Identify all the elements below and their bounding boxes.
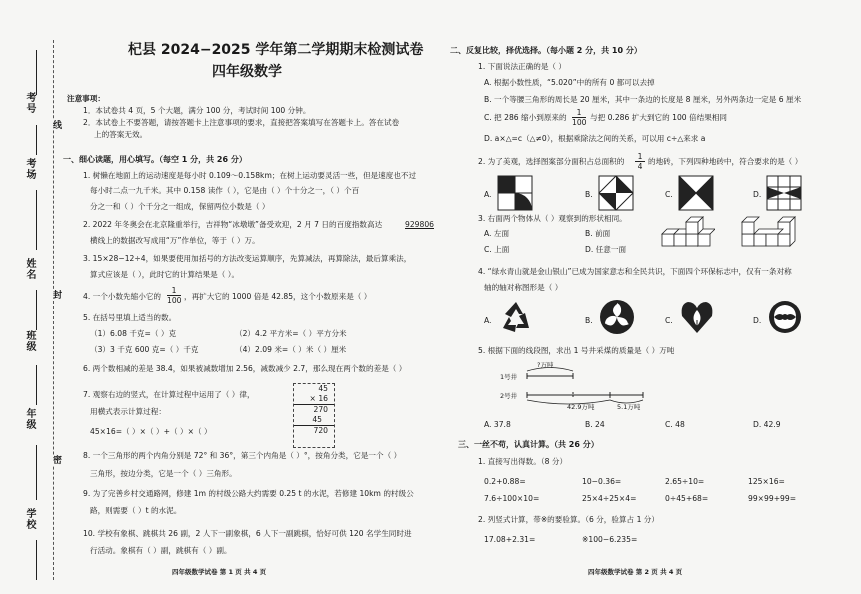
s2-q5-stem: 5. 根据下面的线段图，求出 1 号井采煤的质量是（ ）万吨: [478, 346, 675, 355]
s1-line: （3）3 千克 600 克=（ ）千克: [90, 345, 199, 354]
tile-c-icon: [678, 175, 714, 211]
cube-stack-2-icon: [740, 214, 800, 252]
s1-line: 6. 两个数相减的差是 38.4，如果被减数增加 2.56，减数减少 2.7，那么现在两个数的差是（ ）: [83, 364, 407, 373]
binding-line-2: [36, 190, 37, 250]
s3-part2: 2. 列竖式计算，带※的要验算。（6 分，验算占 1 分）: [478, 515, 659, 524]
binding-label-name: 姓名: [24, 258, 35, 280]
seal-mark-line: 线: [51, 120, 61, 130]
binding-line-3: [36, 290, 37, 330]
notes-item-1: 1．本试卷共 4 页，5 个大题，满分 100 分，考试时间 100 分钟。: [83, 106, 311, 115]
exam-subtitle: 四年级数学: [212, 64, 282, 80]
s2-q1-C-fraction: 1 100: [572, 108, 587, 127]
section2-heading: 二、反复比较，择优选择。（每小题 2 分，共 10 分）: [450, 46, 642, 55]
s1-line: 8. 一个三角形的两个内角分别是 72° 和 36°，第三个内角是（ ）°，按角分类，它是一个（ ）: [83, 451, 402, 460]
binding-line-5: [36, 445, 37, 500]
notes-item-2: 2．本试卷上不要答题，请按答题卡上注意事项的要求，直接把答案填写在答题卡上。答在试卷: [83, 118, 400, 127]
section3-heading: 三、一丝不苟，认真计算。（共 26 分）: [458, 440, 599, 449]
s1-line: 4. 一个小数先缩小它的: [83, 292, 162, 301]
calc-item: 2.65÷10=: [665, 477, 705, 486]
tile-d-icon: [766, 175, 802, 211]
s2-q1-C-pre: C. 把 286 缩小到原来的: [484, 113, 567, 122]
s2-q4-stem-2: 轴的轴对称图形是（ ）: [484, 283, 563, 292]
s2-q5-option-b: B. 24: [585, 420, 605, 429]
eco-option-label: B.: [585, 316, 593, 325]
tile-option-label: C.: [665, 190, 673, 199]
binding-line-1b: [36, 125, 37, 155]
s2-q3-option-b: B. 前面: [585, 229, 611, 238]
seal-mark-secret: 密: [51, 455, 61, 465]
s1-line: 3. 15×28−12÷4，如果要使用加括号的方法改变运算顺序，先算减法，再算除法，最后算乘法，: [83, 254, 412, 263]
s3-part1: 1. 直接写出得数。（8 分）: [478, 457, 568, 466]
s1-line: 7. 观察右边的竖式，在计算过程中运用了（ ）律，: [83, 390, 255, 399]
calc-item: 0.2+0.88=: [484, 477, 526, 486]
s2-q1-B: B. 一个等腰三角形的周长是 20 厘米，其中一条边的长度是 8 厘米，另外两条边一定是 6 厘米: [484, 95, 802, 104]
s1-line: 2. 2022 年冬奥会在北京隆重举行，吉祥物“冰墩墩”备受欢迎，2 月 7 日的百度指数高达: [83, 220, 383, 229]
s1-line: ，再扩大它的 1000 倍是 42.85，这个小数原来是（ ）: [184, 292, 372, 301]
segment-label-a: 42.9万吨: [567, 403, 595, 411]
binding-line-4: [36, 365, 37, 405]
vertical-item: 17.08+2.31=: [484, 535, 536, 544]
s2-q3-option-a: A. 左面: [484, 229, 510, 238]
s1-line: 行活动。象棋有（ ）副，跳棋有（ ）副。: [90, 546, 232, 555]
s1-line: 45×16=（ ）×（ ）+（ ）×（ ）: [90, 427, 212, 436]
s2-q5-option-a: A. 37.8: [484, 420, 511, 429]
tile-option-label: A.: [484, 190, 492, 199]
s2-q4-stem: 4. “绿水青山就是金山银山”已成为国家意志和全民共识，下面四个环保标志中，仅有一条对称: [478, 267, 792, 276]
binding-label-school: 学校: [24, 508, 35, 530]
top-segment-label: ?万吨: [537, 361, 554, 369]
s1-line: 三角形，按边分类，它是一个（ ）三角形。: [90, 469, 237, 478]
s2-q1-C-post: 与把 0.286 扩大到它的 100 倍结果相同: [590, 113, 728, 122]
s2-q1-stem: 1. 下面说法正确的是（ ）: [478, 62, 567, 71]
binding-line-1: [36, 50, 37, 95]
calc-item: 125×16=: [748, 477, 785, 486]
s1-line: 算式应该是（ ），此时它的计算结果是（ ）。: [90, 270, 240, 279]
s1-line: 5. 在括号里填上适当的数。: [83, 313, 177, 322]
s1-line: 10. 学校有象棋、跳棋共 26 副，2 人下一副象棋，6 人下一副跳棋，恰好可供 120 名学生同时进: [83, 529, 412, 538]
tile-a-icon: [497, 175, 533, 211]
binding-label-exam-no: 考号: [24, 92, 35, 114]
s1-line: （1）6.08 千克=（ ）克: [90, 329, 177, 338]
s2-q1-D: D. a×△=c（△≠0），根据乘除法之间的关系，可以用 c÷△来求 a: [484, 134, 706, 143]
heart-leaf-icon: [678, 298, 716, 336]
s2-q1-A: A. 根据小数性质，“5.020”中的所有 0 都可以去掉: [484, 78, 655, 87]
s2-q2-stem-pre: 2. 为了美观，选择图案部分面积占总面积的: [478, 157, 625, 166]
segment-label-b: 5.1万吨: [617, 403, 641, 411]
vertical-item: ※100−6.235=: [582, 535, 638, 544]
s2-q3-stem: 3. 右面两个物体从（ ）观察到的形状相同。: [478, 214, 627, 223]
exam-title: 杞县 2024−2025 学年第二学期期末检测试卷: [128, 42, 424, 58]
binding-line-6: [36, 540, 37, 580]
s2-q3-option-c: C. 上面: [484, 245, 510, 254]
notes-item-2-cont: 上的答案无效。: [94, 130, 148, 139]
q4-fraction: 1 100: [167, 286, 182, 305]
cube-stack-1-icon: [660, 214, 715, 252]
calc-item: 25×4÷25×4=: [582, 494, 637, 503]
seal-mark-seal: 封: [51, 290, 61, 300]
s2-q2-fraction: 1 4: [635, 152, 645, 171]
s1-line: 每小时二点一九千米。其中 0.158 读作（ ），它是由（ ）个十分之一，（ ）个百: [90, 186, 360, 195]
s1-line: 9. 为了完善乡村交通路网，修建 1m 的村级公路大约需要 0.25 t 的水泥，若修建 10km 的村级公: [83, 489, 414, 498]
circle-leaves-icon: [598, 298, 636, 336]
eco-option-label: A.: [484, 316, 492, 325]
s1-line: 1. 树懒在地面上的运动速度是每小时 0.109～0.158km；在树上运动要灵活一些，但是速度也不过: [83, 171, 417, 180]
tile-option-label: D.: [753, 190, 762, 199]
s2-q5-option-d: D. 42.9: [753, 420, 781, 429]
swirl-logo-icon: [766, 298, 804, 336]
recycle-icon: [497, 298, 535, 336]
well-2-label: 2号井: [500, 392, 518, 400]
binding-label-exam-room: 考场: [24, 158, 35, 180]
tile-option-label: B.: [585, 190, 593, 199]
s2-q3-option-d: D. 任意一面: [585, 245, 627, 254]
vertical-calculation: 45 × 16 270 45 720: [293, 383, 335, 448]
footer-page-2: 四年级数学试卷 第 2 页 共 4 页: [588, 568, 683, 576]
s1-line: 路，则需要（ ）t 的水泥。: [90, 506, 182, 515]
s1-line: 用横式表示计算过程：: [90, 407, 166, 416]
s1-line: 横线上的数据改写成用“万”作单位，等于（ ）万。: [90, 236, 260, 245]
s1-line: （2）4.2 平方米=（ ）平方分米: [235, 329, 347, 338]
calc-item: 99×99+99=: [748, 494, 797, 503]
calc-item: 10−0.36=: [582, 477, 622, 486]
notes-heading: 注意事项：: [67, 94, 105, 103]
s2-q5-option-c: C. 48: [665, 420, 685, 429]
eco-option-label: D.: [753, 316, 762, 325]
s2-q2-stem-post: 的地砖，下列四种地砖中，符合要求的是（ ）: [648, 157, 803, 166]
s1-line: （4）2.09 米=（ ）米（ ）厘米: [235, 345, 347, 354]
binding-label-grade: 年级: [24, 408, 35, 430]
s1-line: 分之一和（ ）个千分之一组成，保留两位小数是（ ）: [90, 202, 270, 211]
footer-page-1: 四年级数学试卷 第 1 页 共 4 页: [172, 568, 267, 576]
calc-item: 7.6÷100×10=: [484, 494, 540, 503]
calc-item: 0÷45+68=: [665, 494, 709, 503]
tile-b-icon: [598, 175, 634, 211]
well-1-label: 1号井: [500, 373, 518, 381]
q2-number: 929806: [405, 220, 434, 229]
eco-option-label: C.: [665, 316, 673, 325]
binding-label-class: 班级: [24, 330, 35, 352]
section1-heading: 一、细心读题，用心填写。（每空 1 分，共 26 分）: [63, 155, 247, 164]
